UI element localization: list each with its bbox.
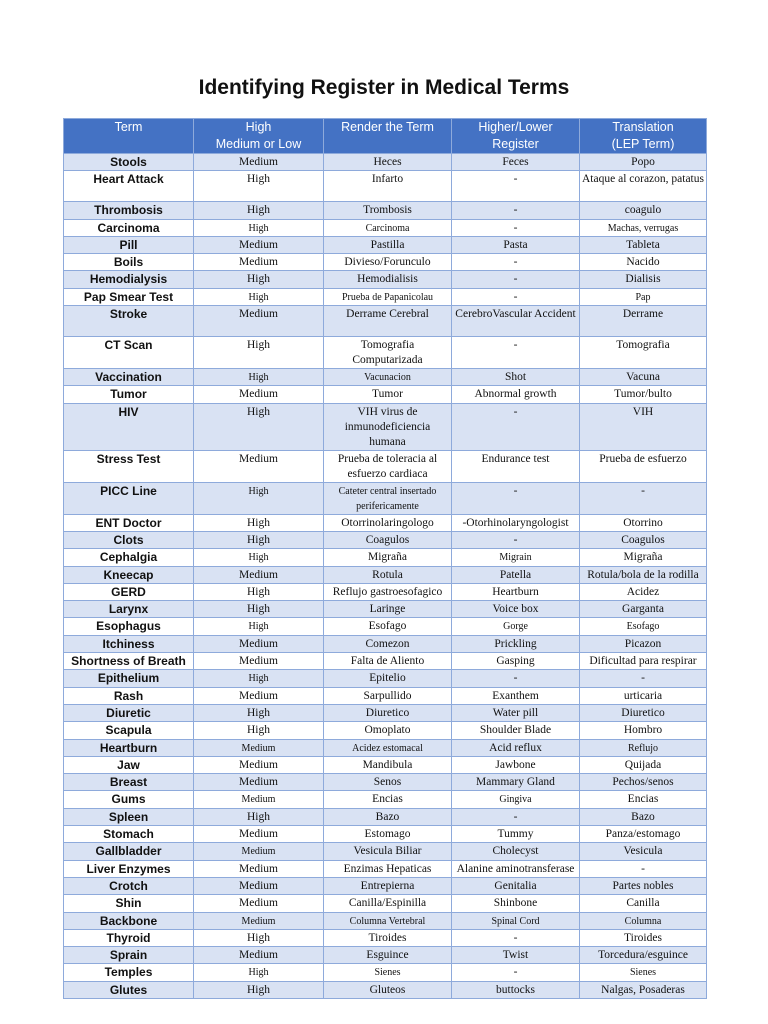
higher-lower-cell: Alanine aminotransferase	[452, 860, 580, 877]
higher-lower-cell: Migrain	[452, 549, 580, 566]
translation-cell: Reflujo	[580, 739, 707, 756]
term-cell: Diuretic	[64, 704, 194, 721]
translation-cell: Quijada	[580, 756, 707, 773]
render-cell: Hemodialisis	[324, 271, 452, 288]
term-cell: Stress Test	[64, 450, 194, 482]
higher-lower-cell: Pasta	[452, 236, 580, 253]
table-row	[64, 566, 707, 583]
term-cell: Carcinoma	[64, 219, 194, 236]
term-cell: Itchiness	[64, 635, 194, 652]
term-cell: Crotch	[64, 877, 194, 894]
translation-cell: Otorrino	[580, 514, 707, 531]
translation-cell: Garganta	[580, 601, 707, 618]
higher-lower-cell: -	[452, 964, 580, 981]
register-cell: Medium	[194, 895, 324, 912]
register-cell: High	[194, 618, 324, 635]
term-cell: Scapula	[64, 722, 194, 739]
higher-lower-cell: -	[452, 482, 580, 514]
term-cell: Pap Smear Test	[64, 288, 194, 305]
table-row	[64, 964, 707, 981]
register-cell: High	[194, 202, 324, 219]
render-cell: Infarto	[324, 171, 452, 202]
translation-cell: -	[580, 482, 707, 514]
higher-lower-cell: Exanthem	[452, 687, 580, 704]
table-row	[64, 826, 707, 843]
table-row	[64, 514, 707, 531]
table-row	[64, 254, 707, 271]
register-cell: Medium	[194, 450, 324, 482]
translation-cell: Dialisis	[580, 271, 707, 288]
higher-lower-cell: Shinbone	[452, 895, 580, 912]
render-cell: Vacunacion	[324, 369, 452, 386]
render-cell: Acidez estomacal	[324, 739, 452, 756]
register-cell: High	[194, 981, 324, 998]
header-higher-lower: Higher/Lower Register	[452, 119, 580, 154]
higher-lower-cell: Twist	[452, 947, 580, 964]
register-cell: Medium	[194, 154, 324, 171]
register-cell: Medium	[194, 860, 324, 877]
table-row	[64, 531, 707, 548]
higher-lower-cell: Patella	[452, 566, 580, 583]
register-cell: Medium	[194, 254, 324, 271]
table-row	[64, 549, 707, 566]
render-cell: Columna Vertebral	[324, 912, 452, 929]
table-row	[64, 929, 707, 946]
higher-lower-cell: Voice box	[452, 601, 580, 618]
term-cell: Jaw	[64, 756, 194, 773]
higher-lower-cell: Feces	[452, 154, 580, 171]
table-row	[64, 337, 707, 369]
render-cell: Migraña	[324, 549, 452, 566]
table-row	[64, 482, 707, 514]
higher-lower-cell: Acid reflux	[452, 739, 580, 756]
render-cell: Canilla/Espinilla	[324, 895, 452, 912]
header-register: High Medium or Low	[194, 119, 324, 154]
render-cell: Prueba de Papanicolau	[324, 288, 452, 305]
render-cell: Tomografia Computarizada	[324, 337, 452, 369]
table-row	[64, 635, 707, 652]
render-cell: Rotula	[324, 566, 452, 583]
header-render: Render the Term	[324, 119, 452, 154]
translation-cell: Tumor/bulto	[580, 386, 707, 403]
translation-cell: Canilla	[580, 895, 707, 912]
table-row	[64, 583, 707, 600]
render-cell: Sienes	[324, 964, 452, 981]
translation-cell: Encias	[580, 791, 707, 808]
table-row	[64, 171, 707, 202]
term-cell: Clots	[64, 531, 194, 548]
higher-lower-cell: Tummy	[452, 826, 580, 843]
table-row	[64, 271, 707, 288]
higher-lower-cell: Endurance test	[452, 450, 580, 482]
table-row	[64, 808, 707, 825]
table-row	[64, 601, 707, 618]
translation-cell: Prueba de esfuerzo	[580, 450, 707, 482]
higher-lower-cell: Prickling	[452, 635, 580, 652]
term-cell: PICC Line	[64, 482, 194, 514]
higher-lower-cell: -	[452, 254, 580, 271]
register-cell: Medium	[194, 877, 324, 894]
term-cell: Glutes	[64, 981, 194, 998]
translation-cell: Hombro	[580, 722, 707, 739]
translation-cell: Pap	[580, 288, 707, 305]
register-cell: High	[194, 531, 324, 548]
translation-cell: Machas, verrugas	[580, 219, 707, 236]
translation-cell: Panza/estomago	[580, 826, 707, 843]
render-cell: Heces	[324, 154, 452, 171]
register-cell: Medium	[194, 912, 324, 929]
table-row	[64, 756, 707, 773]
table-row	[64, 860, 707, 877]
translation-cell: Nalgas, Posaderas	[580, 981, 707, 998]
higher-lower-cell: -	[452, 288, 580, 305]
term-cell: Shin	[64, 895, 194, 912]
higher-lower-cell: -	[452, 808, 580, 825]
term-cell: Liver Enzymes	[64, 860, 194, 877]
higher-lower-cell: -Otorhinolaryngologist	[452, 514, 580, 531]
table-row	[64, 687, 707, 704]
table-row	[64, 288, 707, 305]
translation-cell: Derrame	[580, 306, 707, 337]
term-cell: Hemodialysis	[64, 271, 194, 288]
register-cell: High	[194, 271, 324, 288]
higher-lower-cell: -	[452, 670, 580, 687]
higher-lower-cell: Gingiva	[452, 791, 580, 808]
table-row	[64, 704, 707, 721]
register-cell: High	[194, 403, 324, 450]
translation-cell: Vesicula	[580, 843, 707, 860]
higher-lower-cell: -	[452, 403, 580, 450]
register-cell: Medium	[194, 386, 324, 403]
page-title: Identifying Register in Medical Terms	[198, 76, 570, 99]
higher-lower-cell: -	[452, 271, 580, 288]
term-cell: Larynx	[64, 601, 194, 618]
table-row	[64, 369, 707, 386]
table-row	[64, 947, 707, 964]
term-cell: Boils	[64, 254, 194, 271]
translation-cell: Rotula/bola de la rodilla	[580, 566, 707, 583]
term-cell: Esophagus	[64, 618, 194, 635]
translation-cell: Acidez	[580, 583, 707, 600]
register-cell: High	[194, 670, 324, 687]
term-cell: Thrombosis	[64, 202, 194, 219]
render-cell: Sarpullido	[324, 687, 452, 704]
render-cell: Esguince	[324, 947, 452, 964]
medical-terms-table	[63, 118, 707, 999]
higher-lower-cell: Heartburn	[452, 583, 580, 600]
higher-lower-cell: Water pill	[452, 704, 580, 721]
table-row	[64, 877, 707, 894]
render-cell: Otorrinolaringologo	[324, 514, 452, 531]
table-row	[64, 236, 707, 253]
table-row	[64, 895, 707, 912]
register-cell: High	[194, 601, 324, 618]
render-cell: Carcinoma	[324, 219, 452, 236]
higher-lower-cell: -	[452, 171, 580, 202]
register-cell: Medium	[194, 306, 324, 337]
higher-lower-cell: -	[452, 929, 580, 946]
render-cell: Tumor	[324, 386, 452, 403]
term-cell: HIV	[64, 403, 194, 450]
render-cell: Diuretico	[324, 704, 452, 721]
table-row	[64, 219, 707, 236]
translation-cell: Popo	[580, 154, 707, 171]
translation-cell: urticaria	[580, 687, 707, 704]
render-cell: Enzimas Hepaticas	[324, 860, 452, 877]
register-cell: Medium	[194, 566, 324, 583]
render-cell: Senos	[324, 774, 452, 791]
register-cell: Medium	[194, 774, 324, 791]
higher-lower-cell: Mammary Gland	[452, 774, 580, 791]
higher-lower-cell: -	[452, 202, 580, 219]
table-row	[64, 154, 707, 171]
table-row	[64, 843, 707, 860]
table-row	[64, 912, 707, 929]
register-cell: Medium	[194, 843, 324, 860]
translation-cell: Picazon	[580, 635, 707, 652]
register-cell: High	[194, 964, 324, 981]
table-row	[64, 386, 707, 403]
register-cell: High	[194, 549, 324, 566]
render-cell: Omoplato	[324, 722, 452, 739]
translation-cell: Bazo	[580, 808, 707, 825]
term-cell: Cephalgia	[64, 549, 194, 566]
render-cell: Laringe	[324, 601, 452, 618]
register-cell: High	[194, 808, 324, 825]
term-cell: Gallbladder	[64, 843, 194, 860]
register-cell: Medium	[194, 826, 324, 843]
term-cell: CT Scan	[64, 337, 194, 369]
translation-cell: Sienes	[580, 964, 707, 981]
term-cell: Epithelium	[64, 670, 194, 687]
table-row	[64, 403, 707, 450]
table-row	[64, 739, 707, 756]
term-cell: Kneecap	[64, 566, 194, 583]
higher-lower-cell: -	[452, 337, 580, 369]
translation-cell: Tableta	[580, 236, 707, 253]
term-cell: Rash	[64, 687, 194, 704]
translation-cell: Dificultad para respirar	[580, 653, 707, 670]
register-cell: Medium	[194, 756, 324, 773]
higher-lower-cell: Cholecyst	[452, 843, 580, 860]
term-cell: Gums	[64, 791, 194, 808]
term-cell: Thyroid	[64, 929, 194, 946]
translation-cell: VIH	[580, 403, 707, 450]
table-row	[64, 618, 707, 635]
header-row	[64, 119, 707, 154]
table-row	[64, 670, 707, 687]
term-cell: Temples	[64, 964, 194, 981]
term-cell: Tumor	[64, 386, 194, 403]
translation-cell: Columna	[580, 912, 707, 929]
register-cell: High	[194, 337, 324, 369]
term-cell: Shortness of Breath	[64, 653, 194, 670]
register-cell: Medium	[194, 635, 324, 652]
translation-cell: Ataque al corazon, patatus	[580, 171, 707, 202]
higher-lower-cell: Gorge	[452, 618, 580, 635]
render-cell: Entrepierna	[324, 877, 452, 894]
render-cell: Tiroides	[324, 929, 452, 946]
term-cell: Breast	[64, 774, 194, 791]
register-cell: High	[194, 219, 324, 236]
render-cell: Encias	[324, 791, 452, 808]
table-row	[64, 981, 707, 998]
render-cell: Divieso/Forunculо	[324, 254, 452, 271]
render-cell: Vesicula Biliar	[324, 843, 452, 860]
register-cell: High	[194, 171, 324, 202]
table-row	[64, 202, 707, 219]
register-cell: High	[194, 583, 324, 600]
higher-lower-cell: Gasping	[452, 653, 580, 670]
higher-lower-cell: Shoulder Blade	[452, 722, 580, 739]
higher-lower-cell: -	[452, 531, 580, 548]
render-cell: Estomago	[324, 826, 452, 843]
term-cell: Heart Attack	[64, 171, 194, 202]
register-cell: Medium	[194, 687, 324, 704]
render-cell: Gluteos	[324, 981, 452, 998]
header-term: Term	[64, 119, 194, 154]
translation-cell: Nacido	[580, 254, 707, 271]
higher-lower-cell: Abnormal growth	[452, 386, 580, 403]
table-row	[64, 774, 707, 791]
register-cell: High	[194, 369, 324, 386]
translation-cell: Coagulos	[580, 531, 707, 548]
header-translation: Translation (LEP Term)	[580, 119, 707, 154]
term-cell: Heartburn	[64, 739, 194, 756]
render-cell: Falta de Aliento	[324, 653, 452, 670]
term-cell: Stomach	[64, 826, 194, 843]
translation-cell: Tiroides	[580, 929, 707, 946]
translation-cell: Tomografia	[580, 337, 707, 369]
translation-cell: Torcedura/esguince	[580, 947, 707, 964]
render-cell: Mandibula	[324, 756, 452, 773]
term-cell: Sprain	[64, 947, 194, 964]
higher-lower-cell: Spinal Cord	[452, 912, 580, 929]
register-cell: Medium	[194, 791, 324, 808]
term-cell: GERD	[64, 583, 194, 600]
render-cell: Comezon	[324, 635, 452, 652]
render-cell: Coagulos	[324, 531, 452, 548]
table-row	[64, 791, 707, 808]
term-cell: Pill	[64, 236, 194, 253]
render-cell: Esofago	[324, 618, 452, 635]
render-cell: Pastilla	[324, 236, 452, 253]
term-cell: ENT Doctor	[64, 514, 194, 531]
table-row	[64, 306, 707, 337]
table-row	[64, 653, 707, 670]
render-cell: Bazo	[324, 808, 452, 825]
register-cell: Medium	[194, 653, 324, 670]
render-cell: VIH virus de inmunodeficiencia humana	[324, 403, 452, 450]
higher-lower-cell: Jawbone	[452, 756, 580, 773]
render-cell: Derrame Cerebral	[324, 306, 452, 337]
render-cell: Prueba de toleracia al esfuerzo cardiaca	[324, 450, 452, 482]
register-cell: High	[194, 704, 324, 721]
render-cell: Epitelio	[324, 670, 452, 687]
term-cell: Stroke	[64, 306, 194, 337]
render-cell: Reflujo gastroesofagico	[324, 583, 452, 600]
render-cell: Cateter central insertado perifericamente	[324, 482, 452, 514]
translation-cell: coagulo	[580, 202, 707, 219]
register-cell: High	[194, 514, 324, 531]
higher-lower-cell: -	[452, 219, 580, 236]
translation-cell: -	[580, 670, 707, 687]
translation-cell: Esofago	[580, 618, 707, 635]
register-cell: Medium	[194, 739, 324, 756]
render-cell: Trombosis	[324, 202, 452, 219]
term-cell: Vaccination	[64, 369, 194, 386]
translation-cell: Migraña	[580, 549, 707, 566]
higher-lower-cell: Genitalia	[452, 877, 580, 894]
register-cell: High	[194, 929, 324, 946]
register-cell: High	[194, 722, 324, 739]
term-cell: Backbone	[64, 912, 194, 929]
register-cell: Medium	[194, 236, 324, 253]
table-row	[64, 450, 707, 482]
translation-cell: Pechos/senos	[580, 774, 707, 791]
term-cell: Spleen	[64, 808, 194, 825]
translation-cell: Vacuna	[580, 369, 707, 386]
register-cell: High	[194, 482, 324, 514]
higher-lower-cell: buttocks	[452, 981, 580, 998]
register-cell: Medium	[194, 947, 324, 964]
translation-cell: Diuretico	[580, 704, 707, 721]
translation-cell: Partes nobles	[580, 877, 707, 894]
register-cell: High	[194, 288, 324, 305]
higher-lower-cell: CerebroVascular Accident	[452, 306, 580, 337]
higher-lower-cell: Shot	[452, 369, 580, 386]
term-cell: Stools	[64, 154, 194, 171]
translation-cell: -	[580, 860, 707, 877]
table-row	[64, 722, 707, 739]
